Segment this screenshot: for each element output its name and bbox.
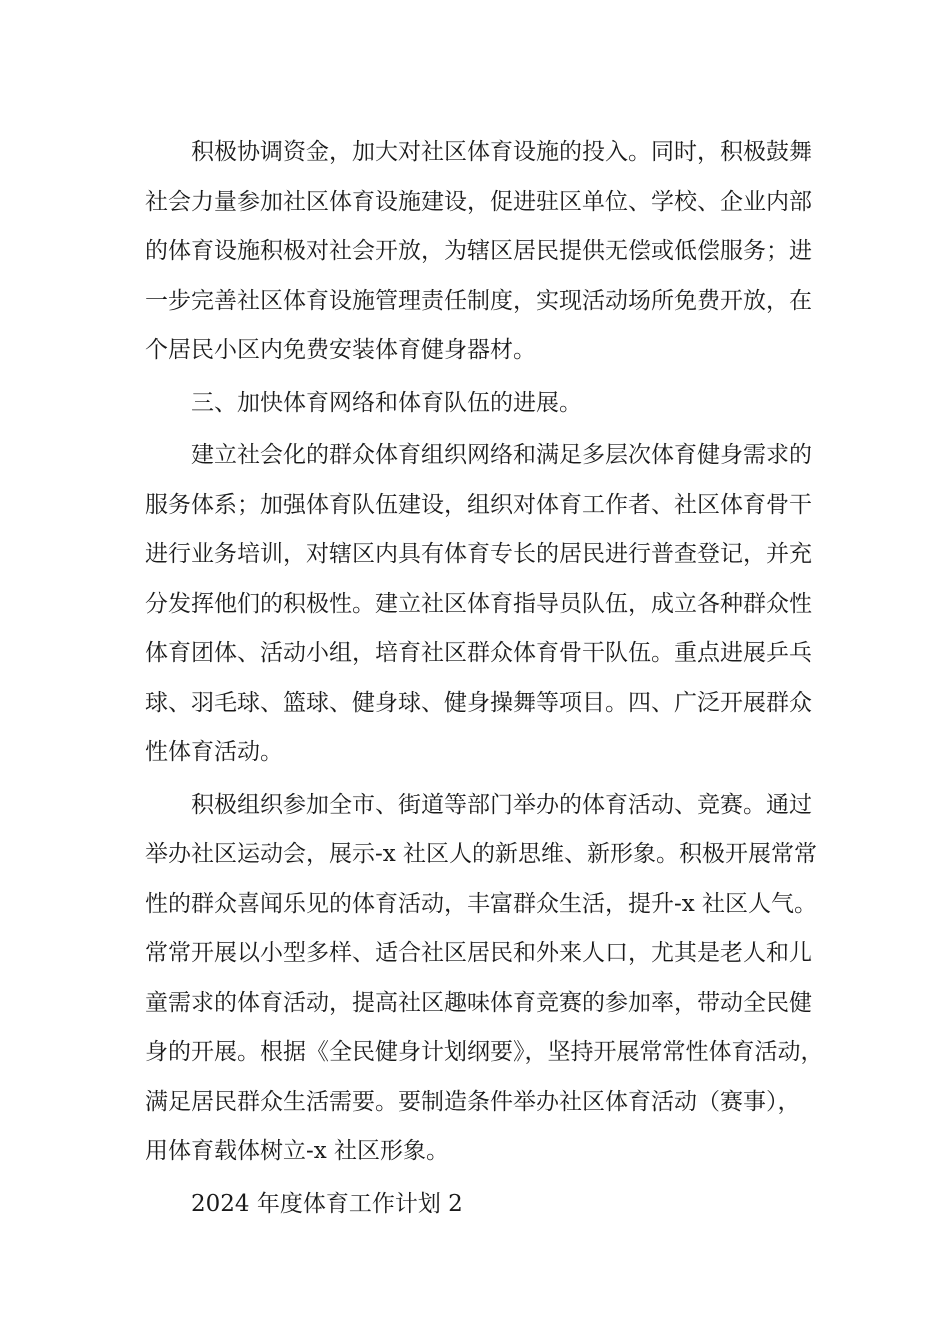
text-line: 服务体系；加强体育队伍建设，组织对体育工作者、社区体育骨干 <box>145 491 812 518</box>
text-line: 满足居民群众生活需要。要制造条件举办社区体育活动（赛事）， <box>145 1088 801 1115</box>
paragraph-network <box>145 431 810 778</box>
text-line: 体育团体、活动小组，培育社区群众体育骨干队伍。重点进展乒乓 <box>145 640 812 666</box>
text-line: 用体育载体树立-x 社区形象。 <box>145 1138 450 1164</box>
text-line: 分发挥他们的积极性。建立社区体育指导员队伍，成立各种群众性 <box>145 590 812 617</box>
section-heading-three <box>145 379 810 429</box>
document-body <box>145 128 824 1229</box>
text-line: 进行业务培训，对辖区内具有体育专长的居民进行普查登记，并充 <box>145 541 812 567</box>
text-line: 积极组织参加全市、街道等部门举办的体育活动、竞赛。通过 <box>191 791 812 818</box>
text-line: 常常开展以小型多样、适合社区居民和外来人口，尤其是老人和儿 <box>145 940 812 966</box>
text-line: 性体育活动。 <box>145 739 283 765</box>
paragraph-facilities <box>145 128 810 376</box>
text-line: 社会力量参加社区体育设施建设，促进驻区单位、学校、企业内部 <box>145 188 812 215</box>
text-line: 童需求的体育活动，提高社区趣味体育竞赛的参加率，带动全民健 <box>145 989 812 1016</box>
text-line: 一步完善社区体育设施管理责任制度，实现活动场所免费开放，在 <box>145 287 812 314</box>
text-line: 个居民小区内免费安装体育健身器材。 <box>145 337 536 363</box>
heading-line: 三、加快体育网络和体育队伍的进展。 <box>191 389 582 416</box>
text-line: 的体育设施积极对社会开放，为辖区居民提供无偿或低偿服务；进 <box>145 238 812 264</box>
text-line: 身的开展。根据《全民健身计划纲要》，坚持开展常常性体育活动， <box>145 1039 824 1065</box>
text-line: 举办社区运动会，展示-x 社区人的新思维、新形象。积极开展常常 <box>145 841 818 867</box>
text-line: 建立社会化的群众体育组织网络和满足多层次体育健身需求的 <box>191 442 812 468</box>
heading-line: 2024 年度体育工作计划 2 <box>191 1190 463 1217</box>
text-line: 性的群众喜闻乐见的体育活动，丰富群众生活，提升-x 社区人气。 <box>145 890 818 917</box>
text-line: 积极协调资金，加大对社区体育设施的投入。同时，积极鼓舞 <box>191 139 812 165</box>
plan-title-2 <box>145 1180 810 1230</box>
paragraph-activities <box>145 781 824 1177</box>
text-line: 球、羽毛球、篮球、健身球、健身操舞等项目。四、广泛开展群众 <box>145 689 812 716</box>
